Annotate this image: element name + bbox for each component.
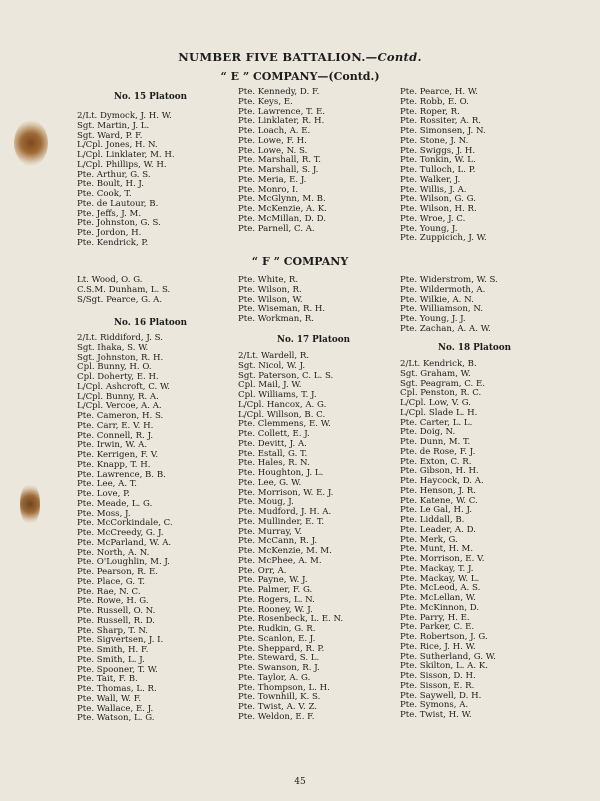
- roll-entry: Pte. Robb, E. O.: [400, 96, 469, 107]
- roll-entry: Pte. McKenzie, A. K.: [238, 204, 327, 214]
- roll-entry: Pte. Sisson, D. H.: [400, 671, 476, 681]
- roll-entry: Cpl. Bunny, H. O.: [77, 362, 152, 373]
- roll-entry: Pte. Parker, C. E.: [400, 622, 475, 633]
- roll-entry: Pte. Palmer, F. G.: [238, 585, 313, 595]
- roll-entry: Pte. Rudkin, G. R.: [238, 624, 316, 634]
- roll-entry: Pte. Lee, A. T.: [77, 479, 137, 490]
- roll-entry: Pte. Workman, R.: [238, 314, 314, 324]
- roll-entry: Pte. Boult, H. J.: [77, 179, 144, 190]
- roll-entry: Pte. Parry, H. E.: [400, 612, 470, 623]
- roll-entry: Pte. Young, J.: [400, 223, 458, 234]
- roll-entry: Pte. Estall, G. T.: [238, 448, 308, 459]
- roll-entry: Sgt. Peagram, C. E.: [400, 378, 485, 389]
- roll-entry: Pte. Wroe, J. C.: [400, 213, 466, 224]
- roll-entry: Pte. Tonkin, W. L.: [400, 155, 476, 166]
- roll-entry: Pte. Cameron, H. S.: [77, 411, 164, 421]
- roll-entry: Pte. Twist, A. V. Z.: [238, 702, 318, 712]
- roll-entry: Pte. Merk, G.: [400, 534, 458, 545]
- roll-entry: Pte. Wallace, E. J.: [77, 703, 154, 714]
- roll-entry: Pte. de Lautour, B.: [77, 198, 159, 209]
- roll-entry: Pte. Lawrence, B. B.: [77, 469, 166, 480]
- roll-entry: Pte. Morrison, E. V.: [400, 554, 485, 564]
- roll-entry: Pte. Murray, V.: [238, 526, 303, 537]
- f-company-column-2-top-list: [238, 276, 325, 325]
- battalion-title: NUMBER FIVE BATTALION.: [178, 50, 366, 64]
- roll-entry: Pte. Loach, A. E.: [238, 126, 311, 136]
- roll-entry: L/Cpl. Jones, H. N.: [77, 140, 158, 151]
- roll-entry: Pte. Smith, L. J.: [77, 654, 145, 665]
- roll-entry: Pte. Place, G. T.: [77, 576, 146, 587]
- roll-entry: Pte. Tulloch, L. P.: [400, 165, 476, 175]
- roll-entry: Pte. O'Loughlin, M. J.: [77, 557, 170, 568]
- roll-entry: Pte. Collett, E. J.: [238, 429, 310, 439]
- f-company-heading: “ F ” COMPANY: [251, 255, 349, 268]
- roll-entry: Pte. Wall, W. F.: [77, 693, 142, 704]
- roll-entry: Pte. McParland, W. A.: [77, 537, 172, 548]
- roll-entry: Pte. Houghton, J. L.: [238, 468, 324, 478]
- roll-entry: Sgt. Graham, W.: [400, 368, 471, 379]
- roll-entry: 2/Lt. Riddiford, J. S.: [77, 333, 163, 343]
- roll-entry: Pte. McCann, R. J.: [238, 536, 318, 547]
- roll-entry: Pte. Skilton, L. A. K.: [400, 661, 488, 672]
- roll-entry: L/Cpl. Ashcroft, C. W.: [77, 381, 171, 392]
- roll-entry: Pte. Orr, A.: [238, 565, 287, 576]
- roll-entry: Pte. Lowe, N. S.: [238, 145, 308, 156]
- roll-entry: 2/Lt. Dymock, J. H. W.: [77, 111, 172, 121]
- roll-entry: Pte. Haycock, D. A.: [400, 476, 484, 486]
- roll-entry: L/Cpl. Hancox, A. G.: [238, 399, 327, 410]
- roll-entry: Pte. Robertson, J. G.: [400, 632, 488, 642]
- roll-entry: Cpl. Penston, R. C.: [400, 388, 482, 399]
- roll-entry: Pte. Leader, A. D.: [400, 524, 476, 535]
- roll-entry: Pte. Wilson, G. G.: [400, 194, 476, 205]
- roll-entry: Pte. Thomas, L. R.: [77, 684, 157, 694]
- roll-entry: Pte. Scanlon, E. J.: [238, 633, 316, 644]
- roll-entry: L/Cpl. Phillips, W. H.: [77, 159, 167, 170]
- roll-entry: Pte. McKinnon, D.: [400, 602, 480, 613]
- roll-entry: Pte. Mudford, J. H. A.: [238, 507, 332, 517]
- roll-entry: Pte. Mullinder, E. T.: [238, 516, 325, 527]
- roll-entry: Pte. Henson, J. R.: [400, 485, 476, 496]
- e-company-column-2-list: [238, 88, 327, 234]
- roll-entry: 2/Lt. Kendrick, B.: [400, 359, 477, 369]
- roll-entry: C.S.M. Dunham, L. S.: [77, 284, 171, 295]
- roll-entry: Pte. Smith, H. F.: [77, 645, 149, 655]
- roll-entry: Pte. Steward, S. L.: [238, 653, 320, 664]
- roll-entry: Pte. Johnston, G. S.: [77, 218, 161, 229]
- roll-entry: Pte. Rae, N. C.: [77, 586, 141, 597]
- roll-entry: Pte. Mackay, T. J.: [400, 563, 474, 574]
- roll-entry: Pte. Wilson, W.: [238, 294, 303, 305]
- roll-entry: L/Cpl. Low, V. G.: [400, 398, 472, 408]
- roll-entry: Pte. Devitt, J. A.: [238, 438, 307, 449]
- roll-entry: Pte. Rice, J. H. W.: [400, 641, 476, 652]
- roll-entry: Pte. Dunn, M. T.: [400, 437, 471, 447]
- roll-entry: Pte. Russell, R. D.: [77, 615, 155, 626]
- roll-entry: Pte. Monro, I.: [238, 184, 299, 195]
- roll-entry: Pte. Willis, J. A.: [400, 184, 467, 195]
- roll-entry: Pte. Stone, J. N.: [400, 135, 469, 146]
- roll-entry: Pte. McMillan, D. D.: [238, 213, 326, 224]
- roll-entry: Pte. Munt, H. M.: [400, 544, 474, 555]
- roll-entry: Pte. Connell, R. J.: [77, 430, 154, 441]
- roll-entry: Pte. Kerrigen, F. V.: [77, 450, 159, 460]
- roll-entry: Pte. Sheppard, R. P.: [238, 643, 325, 654]
- roll-entry: Pte. Sigvertsen, J. I.: [77, 635, 164, 646]
- roll-entry: Sgt. Ward, P. F.: [77, 130, 143, 141]
- platoon-15-list: [77, 112, 175, 249]
- roll-entry: Pte. Keys, E.: [238, 96, 293, 107]
- roll-entry: Pte. Moug, J.: [238, 497, 294, 508]
- roll-entry: Pte. North, A. N.: [77, 547, 150, 558]
- roll-entry: Pte. Morrison, W. E. J.: [238, 487, 334, 498]
- platoon-18-list: [400, 360, 496, 721]
- roll-entry: Pte. Widerstrom, W. S.: [400, 275, 498, 285]
- roll-entry: Pte. Hales, R. N.: [238, 458, 310, 469]
- roll-entry: Pte. Weldon, E. F.: [238, 711, 315, 722]
- roll-entry: Pte. McLellan, W.: [400, 593, 476, 603]
- roll-entry: Pte. Twist, H. W.: [400, 710, 472, 720]
- roll-entry: Pte. Swanson, R. J.: [238, 663, 320, 673]
- roll-entry: Pte. Wildermoth, A.: [400, 284, 486, 295]
- platoon-15-heading: No. 15 Platoon: [114, 92, 188, 102]
- e-company-column-3-list: [400, 88, 487, 244]
- roll-entry: Pte. Wilson, R.: [238, 284, 302, 295]
- roll-entry: Pte. Tait, F. B.: [77, 674, 138, 685]
- roll-entry: Pte. Jeffs, J. M.: [77, 208, 142, 219]
- roll-entry: Pte. Pearce, H. W.: [400, 87, 478, 97]
- roll-entry: Pte. Simonsen, J. N.: [400, 126, 486, 136]
- f-company-hq-list: [77, 276, 170, 305]
- platoon-16-list: [77, 334, 173, 724]
- roll-entry: Cpl. Mail, J. W.: [238, 380, 302, 391]
- roll-entry: Pte. Sisson, E. R.: [400, 680, 475, 691]
- roll-entry: Pte. Symons, A.: [400, 700, 469, 711]
- roll-entry: Pte. Le Gal, H. J.: [400, 505, 472, 516]
- roll-entry: 2/Lt. Wardell, R.: [238, 351, 310, 361]
- roll-entry: Pte. Spooner, T. W.: [77, 664, 158, 675]
- roll-entry: Pte. Parnell, C. A.: [238, 223, 315, 234]
- roll-entry: Pte. Wilkie, A. N.: [400, 294, 474, 305]
- roll-entry: Pte. Arthur, G. S.: [77, 169, 151, 180]
- roll-entry: L/Cpl. Bunny, R. A.: [77, 391, 159, 402]
- roll-entry: Pte. Taylor, A. G.: [238, 672, 311, 683]
- roll-entry: Pte. Linklater, R. H.: [238, 116, 325, 127]
- title-contd: —Contd.: [365, 50, 422, 64]
- roll-entry: Pte. White, R.: [238, 275, 299, 285]
- roll-entry: Pte. Liddall, B.: [400, 515, 465, 525]
- roll-entry: Pte. Lowe, F. H.: [238, 135, 307, 146]
- roll-entry: Sgt. Martin, J. L.: [77, 120, 150, 131]
- stain-mark-upper: [14, 120, 48, 166]
- platoon-17-list: [238, 352, 343, 723]
- roll-entry: Pte. Kendrick, P.: [77, 237, 149, 248]
- roll-entry: Pte. Rogers, L. N.: [238, 594, 315, 605]
- roll-entry: Pte. Lee, G. W.: [238, 477, 302, 488]
- roll-entry: Pte. McGlynn, M. B.: [238, 194, 326, 205]
- roll-entry: L/Cpl. Slade L. H.: [400, 407, 478, 418]
- roll-entry: Pte. Exton, C. R.: [400, 456, 472, 467]
- roll-entry: Pte. Young, J. J.: [400, 314, 466, 324]
- roll-entry: Pte. Walker, J.: [400, 174, 461, 185]
- platoon-18-heading: No. 18 Platoon: [438, 343, 512, 353]
- roll-entry: Pte. Sutherland, G. W.: [400, 651, 496, 662]
- roll-entry: Pte. Irwin, W. A.: [77, 440, 148, 451]
- roll-entry: Pte. McPhee, A. M.: [238, 555, 322, 566]
- roll-entry: Pte. Thompson, L. H.: [238, 682, 330, 693]
- platoon-16-heading: No. 16 Platoon: [114, 318, 188, 328]
- platoon-17-heading: No. 17 Platoon: [277, 335, 351, 345]
- roll-entry: Pte. Wiseman, R. H.: [238, 304, 326, 315]
- roll-entry: Pte. Rooney, W. J.: [238, 604, 313, 615]
- page-number: 45: [294, 777, 306, 787]
- roll-entry: Pte. Doig, N.: [400, 427, 456, 438]
- roll-entry: Pte. Love, P.: [77, 489, 130, 499]
- e-company-heading: “ E ” COMPANY—(Contd.): [220, 70, 380, 83]
- roll-entry: Pte. Clemmens, E. W.: [238, 419, 331, 430]
- roll-entry: Pte. McLeod, A. S.: [400, 583, 481, 594]
- f-company-column-3-top-list: [400, 276, 498, 335]
- roll-entry: Sgt. Johnston, R. H.: [77, 352, 164, 363]
- roll-entry: Pte. Payne, W. J.: [238, 575, 308, 586]
- roll-entry: Pte. Marshall, S. J.: [238, 165, 319, 175]
- roll-entry: Pte. de Rose, F. J.: [400, 446, 476, 457]
- roll-entry: Pte. Wilson, H. R.: [400, 204, 477, 214]
- roll-entry: S/Sgt. Pearce, G. A.: [77, 294, 163, 305]
- roll-entry: Pte. Rosenbeck, L. E. N.: [238, 614, 344, 625]
- roll-entry: Pte. McKenzie, M. M.: [238, 546, 332, 556]
- roll-entry: Pte. Jordon, H.: [77, 228, 142, 238]
- roll-entry: Pte. Kennedy, D. F.: [238, 87, 320, 97]
- roll-entry: Sgt. Ihaka, S. W.: [77, 342, 149, 353]
- roll-entry: Pte. Zachan, A. A. W.: [400, 323, 491, 334]
- roll-entry: Pte. Pearson, R. E.: [77, 567, 159, 577]
- roll-entry: Cpl. Doherty, E. H.: [77, 372, 159, 382]
- roll-entry: Sgt. Paterson, C. L. S.: [238, 370, 334, 381]
- roll-entry: Pte. Zuppicich, J. W.: [400, 233, 487, 244]
- roll-entry: Pte. Townhill, K. S.: [238, 692, 321, 703]
- roll-entry: Pte. Watson, L. G.: [77, 713, 155, 724]
- roll-entry: Cpl. Williams, T. J.: [238, 390, 317, 400]
- roll-entry: Pte. McCreedy, G. J.: [77, 528, 164, 538]
- roll-entry: Pte. Saywell, D. H.: [400, 690, 482, 701]
- roll-entry: Pte. Meria, E. J.: [238, 174, 307, 185]
- roll-entry: Pte. Gibson, H. H.: [400, 466, 479, 477]
- roll-entry: Pte. Katene, W. C.: [400, 495, 478, 506]
- roll-entry: Pte. Lawrence, T. E.: [238, 106, 325, 117]
- roll-entry: Pte. Meade, L. G.: [77, 498, 153, 509]
- roll-entry: Pte. Moss, J.: [77, 508, 131, 519]
- roll-entry: Pte. Swiggs, J. H.: [400, 145, 476, 156]
- roll-entry: L/Cpl. Vercoe, A. A.: [77, 401, 162, 412]
- roll-entry: Pte. Knapp, T. H.: [77, 459, 151, 470]
- roll-entry: Pte. Mackay, W. L.: [400, 573, 480, 584]
- roll-entry: Pte. Williamson, N.: [400, 304, 484, 315]
- roll-entry: Pte. Rossiter, A. R.: [400, 116, 482, 127]
- roll-entry: L/Cpl. Willson, B. C.: [238, 409, 326, 420]
- roll-entry: Pte. Rowe, H. G.: [77, 596, 149, 607]
- roll-entry: Lt. Wood, O. G.: [77, 275, 143, 285]
- roll-entry: Pte. Russell, O. N.: [77, 606, 156, 616]
- roll-entry: L/Cpl. Linklater, M. H.: [77, 150, 175, 160]
- roll-entry: Pte. Carter, L. L.: [400, 417, 473, 428]
- roll-entry: Pte. Marshall, R. T.: [238, 155, 321, 166]
- stain-mark-lower: [20, 482, 40, 526]
- page-title: [0, 50, 600, 64]
- roll-entry: Pte. McCorkindale, C.: [77, 518, 173, 529]
- roll-entry: Sgt. Nicol, W. J.: [238, 360, 306, 371]
- roll-entry: Pte. Roper, R.: [400, 106, 460, 117]
- roll-entry: Pte. Carr, E. V. H.: [77, 420, 154, 431]
- roll-entry: Pte. Cook, T.: [77, 189, 132, 199]
- roll-entry: Pte. Sharp, T. N.: [77, 625, 149, 636]
